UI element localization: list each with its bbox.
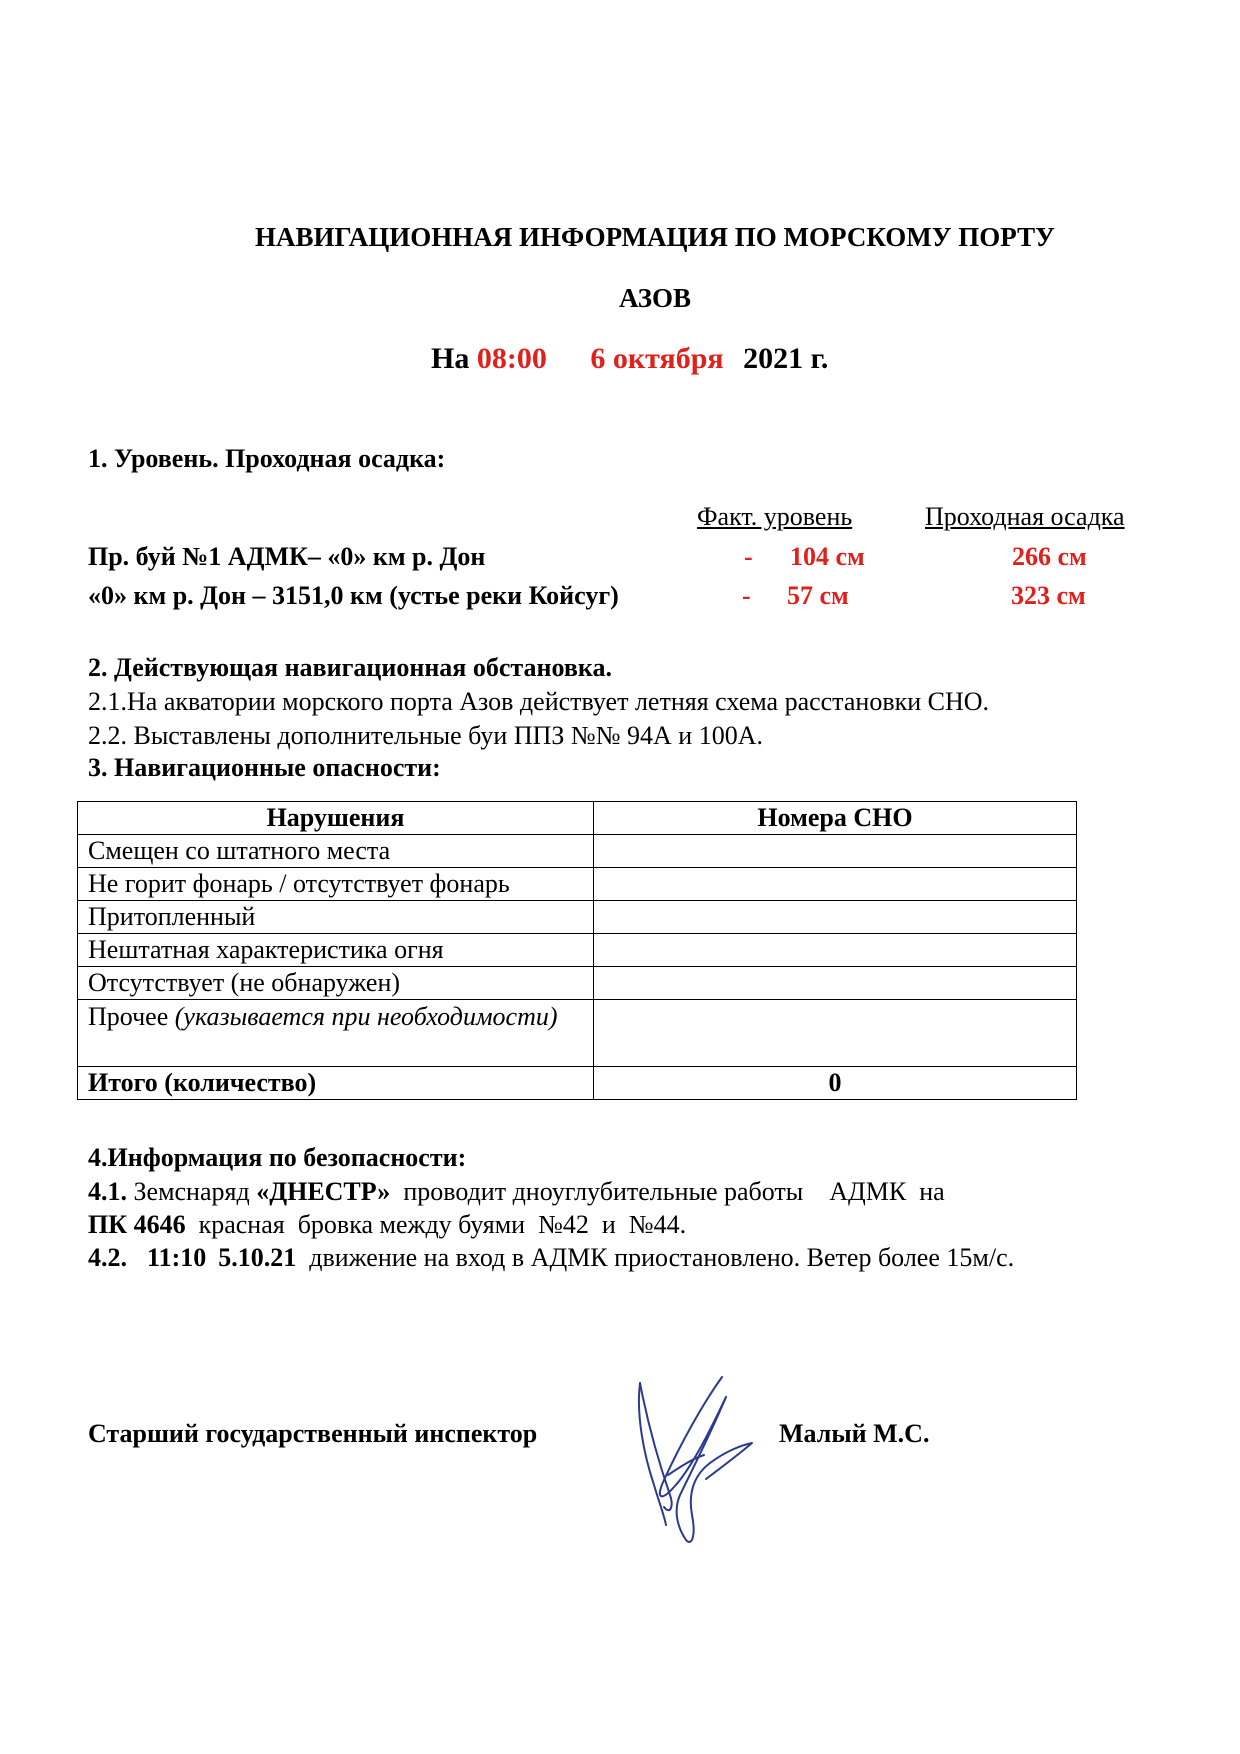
- table-row: [78, 835, 1077, 868]
- date-prefix: На: [431, 342, 470, 375]
- level-row-1-segment: Пр. буй №1 АДМК– «0» км р. Дон: [88, 542, 486, 571]
- level-row-2-sign: -: [742, 581, 751, 610]
- section3-heading: 3. Навигационные опасности:: [88, 753, 441, 782]
- row-label: Отсутствует (не обнаружен): [78, 967, 594, 1000]
- row-value-other: [594, 1000, 1077, 1067]
- total-label: Итого (количество): [78, 1067, 594, 1100]
- table-row-total: [78, 1067, 1077, 1100]
- section4-item-1-line-2: [88, 1210, 686, 1240]
- col-fact-level: Факт. уровень: [697, 502, 853, 531]
- signatory-position: Старший государственный инспектор: [88, 1419, 538, 1448]
- section4-item-1-line-1: [88, 1177, 945, 1207]
- table-row: [78, 967, 1077, 1000]
- level-row-1-sign: -: [744, 542, 753, 571]
- table-row: [78, 868, 1077, 901]
- signatory-name: Малый М.С.: [779, 1419, 930, 1448]
- row-label: Притопленный: [78, 901, 594, 934]
- level-row-1-level: 104 см: [790, 542, 865, 571]
- port-name: АЗОВ: [618, 283, 692, 313]
- level-row-2-draft: 323 см: [1011, 581, 1086, 610]
- col-passage-draft: Проходная осадка: [925, 502, 1125, 531]
- row-value: [594, 967, 1077, 1000]
- table-row: [78, 934, 1077, 967]
- report-time: 08:00: [476, 342, 547, 375]
- row-label: Нештатная характеристика огня: [78, 934, 594, 967]
- other-label: Прочее: [88, 1002, 169, 1031]
- row-value: [594, 835, 1077, 868]
- item-text: красная бровка между буями №42 и №44.: [185, 1210, 687, 1239]
- report-day-month: 6 октября: [590, 342, 724, 375]
- table-row: [78, 901, 1077, 934]
- level-row-2-segment: «0» км р. Дон – 3151,0 км (устье реки Койсуг): [88, 581, 619, 610]
- item-date: 5.10.21: [218, 1243, 297, 1272]
- row-label: Не горит фонарь / отсутствует фонарь: [78, 868, 594, 901]
- col-violations-header: Нарушения: [78, 802, 594, 835]
- document-title: НАВИГАЦИОННАЯ ИНФОРМАЦИЯ ПО МОРСКОМУ ПОРТУ: [255, 222, 1055, 252]
- row-label-other: [78, 1000, 594, 1067]
- other-note: (указывается при необходимости): [174, 1002, 558, 1031]
- section4-item-2: [88, 1243, 1014, 1273]
- vessel-name: «ДНЕСТР»: [256, 1177, 391, 1206]
- handwritten-signature: [630, 1375, 760, 1550]
- report-year: 2021 г.: [743, 342, 829, 375]
- report-date-line: [431, 342, 828, 376]
- col-numbers-header: Номера СНО: [594, 802, 1077, 835]
- item-text: Земснаряд: [127, 1177, 257, 1206]
- level-row-2-level: 57 см: [787, 581, 849, 610]
- item-text: проводит дноуглубительные работы АДМК на: [390, 1177, 945, 1206]
- row-value: [594, 934, 1077, 967]
- total-value: 0: [594, 1067, 1077, 1100]
- hazards-table: [77, 801, 1077, 1100]
- section2-item-1: 2.1.На акватории морского порта Азов действует летняя схема расстановки СНО.: [88, 687, 990, 716]
- item-time: 11:10: [147, 1243, 207, 1272]
- picket-number: ПК 4646: [88, 1210, 186, 1239]
- section1-heading: 1. Уровень. Проходная осадка:: [88, 444, 446, 473]
- section2-item-2: 2.2. Выставлены дополнительные буи ППЗ №№ 94А и 100А.: [88, 721, 763, 750]
- section2-heading: 2. Действующая навигационная обстановка.: [88, 653, 612, 682]
- row-value: [594, 901, 1077, 934]
- section4-heading: 4.Информация по безопасности:: [88, 1143, 467, 1172]
- item-text: движение на вход в АДМК приостановлено. Ветер более 15м/с.: [296, 1243, 1015, 1272]
- level-row-1-draft: 266 см: [1012, 542, 1087, 571]
- row-label: Смещен со штатного места: [78, 835, 594, 868]
- table-row-other: [78, 1000, 1077, 1067]
- row-value: [594, 868, 1077, 901]
- item-number: 4.2.: [88, 1243, 127, 1272]
- table-header-row: [78, 802, 1077, 835]
- item-number: 4.1.: [88, 1177, 127, 1206]
